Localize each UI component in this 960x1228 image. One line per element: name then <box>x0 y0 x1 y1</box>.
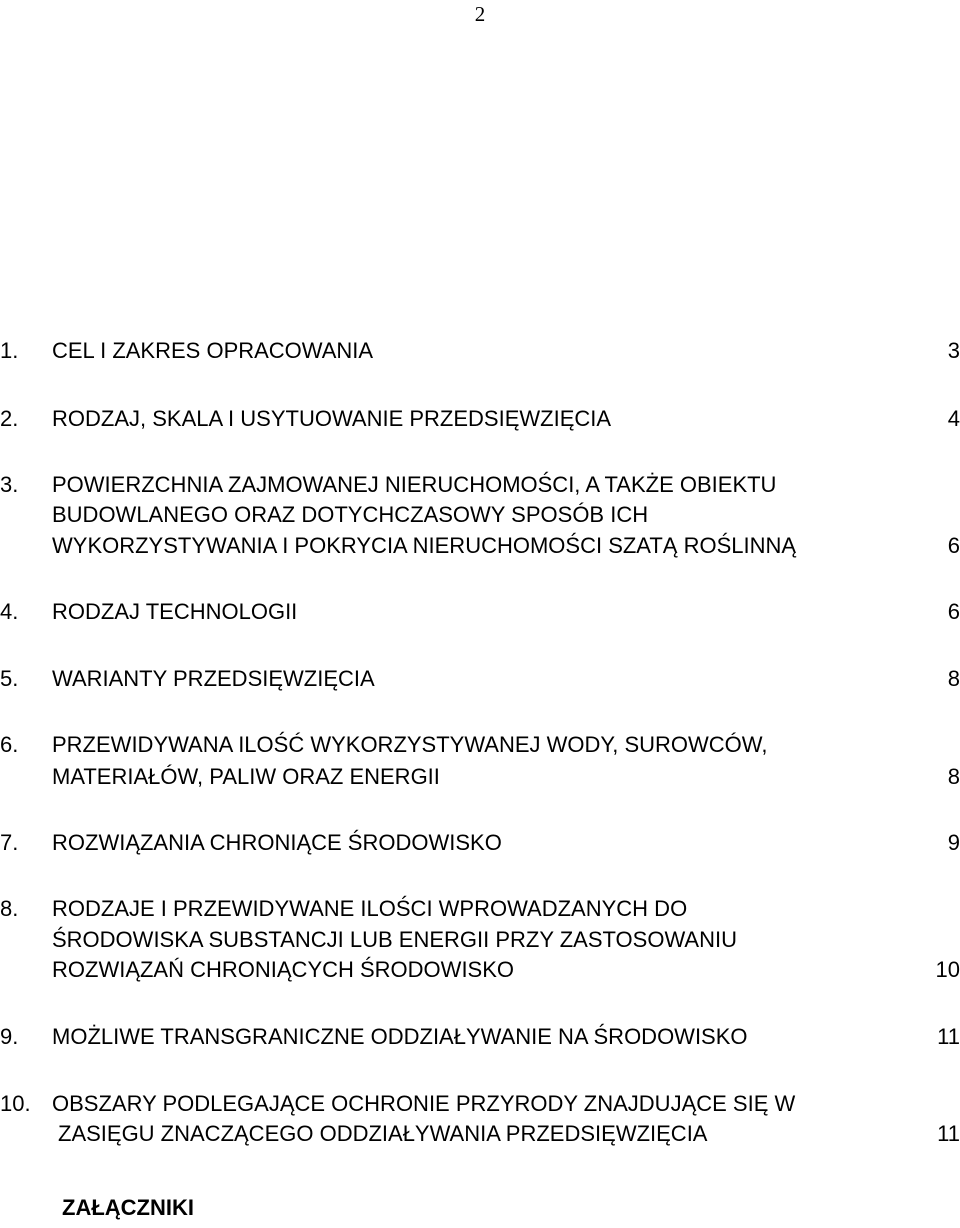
toc-title: WYKORZYSTYWANIA I POKRYCIA NIERUCHOMOŚCI SZATĄ ROŚLINNĄ <box>52 533 797 558</box>
toc-entry-8-line-3 <box>0 954 960 986</box>
toc-entry-3 <box>0 469 960 501</box>
toc-title: WARIANTY PRZEDSIĘWZIĘCIA <box>52 666 375 691</box>
toc-number: 8. <box>0 896 19 921</box>
toc-entry-10 <box>0 1088 960 1120</box>
toc-title: CEL I ZAKRES OPRACOWANIA <box>52 338 374 363</box>
page-number: 2 <box>474 2 486 26</box>
toc-page-number: 10 <box>935 957 960 982</box>
toc-title: OBSZARY PODLEGAJĄCE OCHRONIE PRZYRODY ZNAJDUJĄCE SIĘ W <box>52 1091 796 1116</box>
appendix-heading: ZAŁĄCZNIKI <box>62 1195 194 1220</box>
toc-page-number: 6 <box>947 533 960 558</box>
toc-title: ROZWIĄZANIA CHRONIĄCE ŚRODOWISKO <box>52 830 502 855</box>
toc-number: 9. <box>0 1024 19 1049</box>
toc-title: ŚRODOWISKA SUBSTANCJI LUB ENERGII PRZY ZASTOSOWANIU <box>52 927 737 952</box>
toc-entry-6 <box>0 729 960 761</box>
toc-entry-9 <box>0 1021 960 1053</box>
toc-page-number: 3 <box>947 338 960 363</box>
toc-page-number: 4 <box>947 406 960 431</box>
toc-page-number: 8 <box>947 666 960 691</box>
toc-entry-1 <box>0 335 960 367</box>
toc-title: RODZAJ TECHNOLOGII <box>52 599 298 624</box>
toc-title: ZASIĘGU ZNACZĄCEGO ODDZIAŁYWANIA PRZEDSIĘWZIĘCIA <box>58 1121 708 1146</box>
toc-title: MOŻLIWE TRANSGRANICZNE ODDZIAŁYWANIE NA ŚRODOWISKO <box>52 1024 748 1049</box>
toc-entry-8-line-2 <box>0 924 960 956</box>
toc-title: ROZWIĄZAŃ CHRONIĄCYCH ŚRODOWISKO <box>52 957 515 982</box>
toc-number: 1. <box>0 338 19 363</box>
toc-entry-2 <box>0 403 960 435</box>
toc-number: 2. <box>0 406 19 431</box>
toc-page-number: 11 <box>937 1024 960 1049</box>
toc-entry-7 <box>0 827 960 859</box>
toc-page-number: 8 <box>947 764 960 789</box>
toc-number: 3. <box>0 472 19 497</box>
toc-number: 7. <box>0 830 19 855</box>
toc-number: 5. <box>0 666 19 691</box>
toc-entry-10-line-2 <box>0 1118 960 1150</box>
toc-entry-5 <box>0 663 960 695</box>
toc-page-number: 11 <box>937 1121 960 1146</box>
toc-page-number: 6 <box>947 599 960 624</box>
toc-entry-8 <box>0 893 960 925</box>
toc-title: PRZEWIDYWANA ILOŚĆ WYKORZYSTYWANEJ WODY, SUROWCÓW, <box>52 732 768 757</box>
toc-number: 10. <box>0 1091 31 1116</box>
toc-title: POWIERZCHNIA ZAJMOWANEJ NIERUCHOMOŚCI, A TAKŻE OBIEKTU <box>52 472 777 497</box>
toc-entry-3-line-2 <box>0 499 960 531</box>
toc-page-number: 9 <box>947 830 960 855</box>
toc-title: RODZAJE I PRZEWIDYWANE ILOŚCI WPROWADZANYCH DO <box>52 896 688 921</box>
toc-number: 6. <box>0 732 19 757</box>
toc-entry-6-line-2 <box>0 761 960 793</box>
toc-entry-4 <box>0 596 960 628</box>
toc-entry-3-line-3 <box>0 530 960 562</box>
toc-title: BUDOWLANEGO ORAZ DOTYCHCZASOWY SPOSÓB ICH <box>52 502 649 527</box>
toc-title: RODZAJ, SKALA I USYTUOWANIE PRZEDSIĘWZIĘCIA <box>52 406 612 431</box>
toc-number: 4. <box>0 599 19 624</box>
toc-title: MATERIAŁÓW, PALIW ORAZ ENERGII <box>52 764 440 789</box>
